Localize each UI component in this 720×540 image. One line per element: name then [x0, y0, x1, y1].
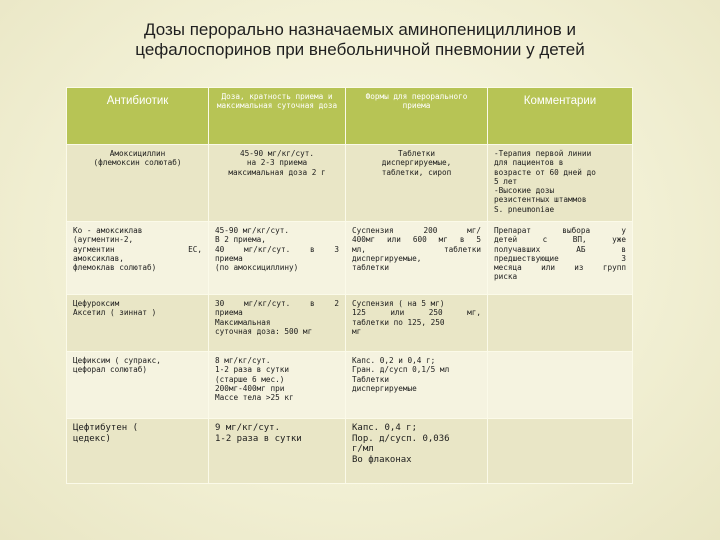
cell-line: 5 лет: [494, 176, 518, 186]
cell-line: Цефиксим ( супракс,: [73, 356, 161, 365]
cell-line: Пор. д/сусп. 0,036: [352, 433, 450, 444]
cell-line: диспергируемые: [352, 383, 417, 393]
cell-line: предшествующие 3: [494, 253, 626, 263]
cell-line: Максимальная: [215, 317, 271, 327]
cell-dose: [209, 145, 346, 222]
cell-line: Суспензия ( на 5 мг): [352, 299, 445, 308]
cell-line: детей с ВП, уже: [494, 235, 626, 245]
cell-line: Суспензия 200 мг/: [352, 226, 481, 235]
cell-line: таблетки, сироп: [381, 167, 452, 177]
cell-line: максимальная доза 2 г: [228, 167, 326, 177]
cell-line: 30 мг/кг/сут. в 2: [215, 299, 339, 308]
cell-forms: [346, 419, 488, 484]
cell-line: возрасте от 60 дней до: [494, 167, 596, 177]
cell-comments: [488, 419, 633, 484]
cell-line: Цефуроксим: [73, 299, 120, 308]
cell-forms: [346, 222, 488, 295]
cell-line: риска: [494, 272, 518, 282]
cell-forms: [346, 352, 488, 419]
table-header-row: [67, 88, 633, 145]
cell-antibiotic: [67, 352, 209, 419]
cell-line: для пациентов в: [494, 158, 564, 168]
cell-line: суточная доза: 500 мг: [215, 326, 313, 336]
cell-forms: [346, 295, 488, 352]
cell-line: Капс. 0,4 г;: [352, 423, 418, 433]
cell-line: диспергируемые,: [381, 158, 452, 168]
cell-line: аугментин ЕС,: [73, 244, 202, 254]
cell-line: 400мг или 600 мг в 5: [352, 235, 481, 245]
cell-line: Во флаконах: [352, 454, 412, 465]
slide-title-line-1: Дозы перорально назначаемых аминопенициллинов и: [143, 20, 577, 39]
cell-line: на 2-3 приема: [246, 158, 308, 168]
cell-line: 8 мг/кг/сут.: [215, 356, 271, 365]
cell-line: (по амоксициллину): [215, 263, 299, 273]
cell-line: -Высокие дозы: [494, 186, 555, 196]
table-row: [67, 145, 633, 222]
table-row: [67, 352, 633, 419]
table-row: [67, 222, 633, 295]
cell-line: мл, таблетки: [352, 244, 481, 254]
cell-line: Препарат выбора у: [494, 226, 626, 235]
cell-dose: [209, 222, 346, 295]
cell-line: 1-2 раза в сутки: [215, 365, 290, 375]
cell-line: диспергируемые,: [352, 253, 422, 263]
cell-line: Ко - амоксиклав: [73, 226, 143, 235]
cell-line: таблетки: [352, 263, 390, 273]
cell-antibiotic: [67, 145, 209, 222]
cell-line: Гран. д/сусп 0,1/5 мл: [352, 365, 450, 375]
cell-line: 40 мг/кг/сут. в 3: [215, 244, 339, 254]
dosage-table: [66, 87, 633, 484]
cell-line: цедекс): [73, 433, 111, 444]
cell-comments: [488, 295, 633, 352]
cell-comments: [488, 352, 633, 419]
cell-line: 9 мг/кг/сут.: [215, 423, 281, 433]
cell-line: месяца или из групп: [494, 263, 626, 273]
cell-line: (флемоксин солютаб): [93, 158, 182, 168]
slide-title-line-2: цефалоспоринов при внебольничной пневмонии у детей: [135, 40, 585, 59]
cell-line: -Терапия первой линии: [494, 149, 592, 158]
cell-line: мг: [352, 326, 362, 336]
cell-line: Таблетки: [352, 374, 390, 384]
cell-line: (старше 6 мес.): [215, 374, 285, 384]
cell-dose: [209, 352, 346, 419]
cell-line: 125 или 250 мг,: [352, 308, 481, 318]
slide-title: [60, 20, 660, 60]
cell-line: получавших АБ в: [494, 244, 626, 254]
cell-line: приема: [215, 308, 243, 318]
cell-line: Цефтибутен (: [73, 423, 139, 433]
cell-line: В 2 приема,: [215, 235, 266, 245]
cell-line: приема: [215, 253, 243, 263]
cell-antibiotic: [67, 419, 209, 484]
cell-line: г/мл: [352, 444, 374, 454]
cell-dose: [209, 295, 346, 352]
cell-line: амоксиклав,: [73, 253, 124, 263]
cell-line: Аксетил ( зиннат ): [73, 308, 157, 318]
cell-line: (аугментин-2,: [73, 235, 134, 245]
header-antibiotic: Антибиотик: [67, 88, 209, 145]
cell-line: Капс. 0,2 и 0,4 г;: [352, 356, 436, 365]
cell-line: 1-2 раза в сутки: [215, 433, 302, 444]
cell-line: таблетки по 125, 250: [352, 317, 445, 327]
cell-line: 45-90 мг/кг/сут.: [239, 149, 315, 158]
cell-antibiotic: [67, 222, 209, 295]
table-row: [67, 419, 633, 484]
cell-line: 45-90 мг/кг/сут.: [215, 226, 290, 235]
cell-dose: [209, 419, 346, 484]
header-forms: Формы для перорального приема: [346, 88, 488, 145]
cell-line: S. pneumoniae: [494, 204, 555, 214]
cell-line: Массе тела >25 кг: [215, 393, 294, 403]
cell-line: резистентных штаммов: [494, 195, 587, 205]
cell-line: флемоклав солютаб): [73, 263, 157, 273]
cell-line: цефорал солютаб): [73, 365, 148, 375]
cell-antibiotic: [67, 295, 209, 352]
cell-line: Таблетки: [397, 149, 436, 158]
cell-line: 200мг-400мг при: [215, 383, 285, 393]
header-comments: Комментарии: [488, 88, 633, 145]
cell-forms: [346, 145, 488, 222]
table-row: [67, 295, 633, 352]
cell-comments: [488, 222, 633, 295]
cell-comments: [488, 145, 633, 222]
header-dose: Доза, кратность приема и максимальная суточная доза: [209, 88, 346, 145]
cell-line: Амоксициллин: [109, 149, 166, 158]
